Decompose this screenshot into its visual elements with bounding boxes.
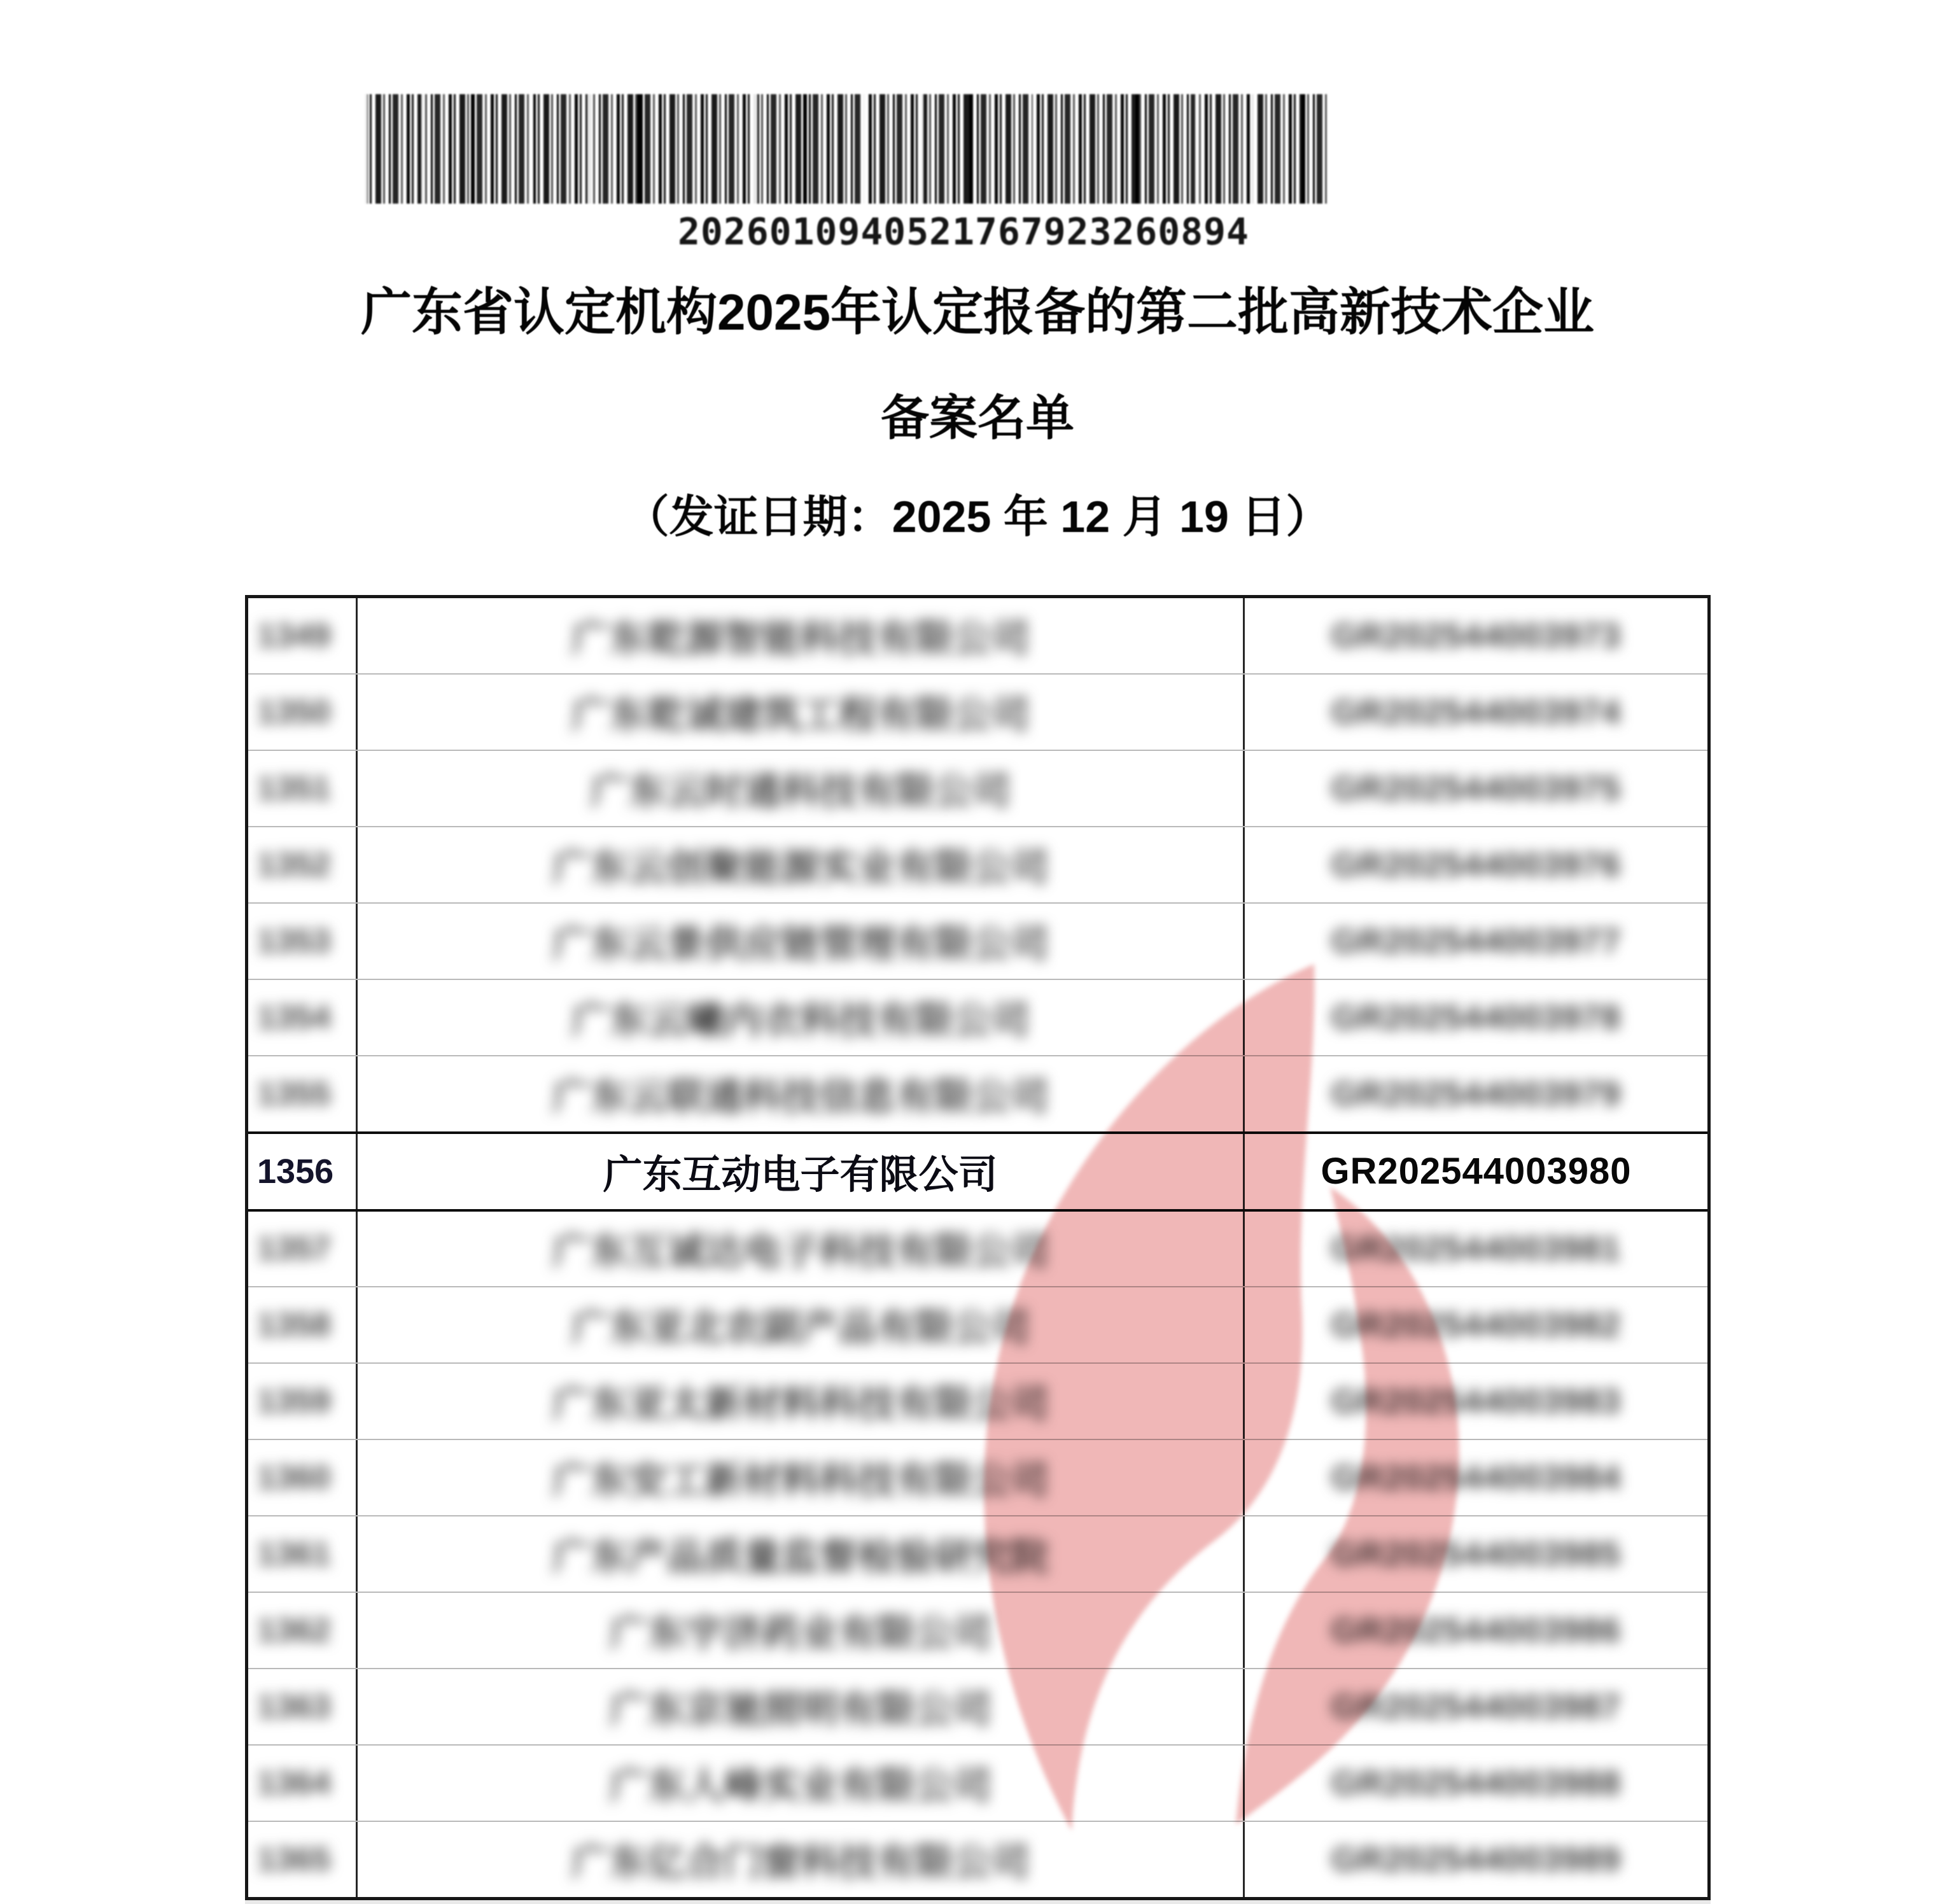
cert-number-cell (1245, 1212, 1707, 1287)
cert-number-cell (1245, 1056, 1707, 1131)
cert-number: GR202544003987 (1331, 1688, 1622, 1726)
cert-number: GR202544003976 (1331, 845, 1622, 884)
row-number-cell (248, 1287, 358, 1362)
company-name: 广东云创聚能源实业有限公司 (552, 846, 1049, 889)
cert-number-cell (1245, 675, 1707, 750)
row-number-cell (248, 1746, 358, 1821)
company-name-cell (358, 980, 1245, 1055)
cert-number: GR202544003982 (1331, 1306, 1622, 1345)
row-number: 1349 (257, 617, 331, 654)
company-name-cell (358, 1056, 1245, 1131)
table-row (248, 675, 1707, 751)
company-name-cell (358, 1440, 1245, 1515)
company-name: 广东云曦内衣科技有限公司 (571, 998, 1030, 1042)
cert-number-cell (1245, 598, 1707, 673)
row-number: 1365 (257, 1840, 331, 1878)
row-number: 1355 (257, 1075, 331, 1112)
cert-number-cell (1245, 980, 1707, 1055)
company-name: 广东亚北农副产品有限公司 (571, 1306, 1030, 1350)
company-name: 广东亚太新材料科技有限公司 (552, 1383, 1049, 1426)
company-name-cell (358, 1516, 1245, 1592)
cert-number-cell (1245, 1593, 1707, 1668)
cert-number-cell (1245, 1287, 1707, 1362)
row-number: 1351 (257, 769, 331, 807)
row-number-cell (248, 980, 358, 1055)
company-name-cell (358, 1364, 1245, 1439)
row-number: 1357 (257, 1230, 331, 1268)
company-name: 广东京驰照明有限公司 (609, 1688, 992, 1732)
cert-number: GR202544003973 (1331, 616, 1622, 655)
row-number: 1361 (257, 1536, 331, 1573)
row-number: 1354 (257, 998, 331, 1036)
company-name-cell (358, 751, 1245, 826)
company-name: 广东云联通科技信息有限公司 (552, 1075, 1049, 1118)
row-number-cell (248, 1056, 358, 1131)
cert-number-cell (1245, 1134, 1707, 1209)
row-number: 1350 (257, 693, 331, 731)
row-number: 1353 (257, 922, 331, 960)
table-row (248, 1516, 1707, 1593)
table-row (248, 1822, 1707, 1897)
cert-number: GR202544003983 (1331, 1382, 1622, 1421)
cert-number: GR202544003977 (1331, 921, 1622, 960)
page-title-line2: 备案名单 (881, 391, 1074, 445)
page-title-line1: 广东省认定机构2025年认定报备的第二批高新技术企业 (361, 284, 1594, 340)
next-row-sliver (245, 1900, 1711, 1904)
cert-number: GR202544003988 (1331, 1764, 1622, 1803)
cert-number: GR202544003978 (1331, 998, 1622, 1037)
table-row (248, 598, 1707, 675)
cert-number-cell (1245, 827, 1707, 902)
company-name: 广东产品质量监督检验研究院 (552, 1536, 1049, 1579)
cert-number: GR202544003986 (1331, 1611, 1622, 1650)
table-row (248, 1593, 1707, 1669)
row-number-cell (248, 1516, 358, 1592)
company-name: 广东乾源智能科技有限公司 (571, 617, 1030, 660)
company-name-cell (358, 598, 1245, 673)
company-name: 广东互动电子有限公司 (603, 1153, 998, 1198)
row-number-cell (248, 1593, 358, 1668)
table-row (248, 1212, 1707, 1288)
table-row (248, 827, 1707, 904)
company-name: 广东云景供应链管理有限公司 (552, 922, 1049, 965)
company-name: 广东安工新材料科技有限公司 (552, 1459, 1049, 1502)
cert-number-cell (1245, 904, 1707, 979)
cert-number: GR202544003989 (1331, 1840, 1622, 1879)
table-row (248, 1746, 1707, 1822)
table-row (248, 1131, 1707, 1212)
row-number-cell (248, 904, 358, 979)
company-name: 广东人峰实业有限公司 (609, 1765, 992, 1808)
enterprise-table (245, 595, 1711, 1900)
row-number: 1363 (257, 1688, 331, 1726)
cert-number-cell (1245, 1669, 1707, 1744)
company-name: 广东云时通科技有限公司 (590, 769, 1011, 813)
company-name: 广东乾诚建筑工程有限公司 (571, 693, 1030, 736)
cert-number-cell (1245, 1822, 1707, 1897)
cert-number-cell (1245, 1516, 1707, 1592)
cert-number-cell (1245, 1746, 1707, 1821)
row-number-cell (248, 751, 358, 826)
row-number: 1360 (257, 1459, 331, 1497)
row-number-cell (248, 1440, 358, 1515)
cert-number: GR202544003980 (1321, 1151, 1632, 1193)
issue-date: （发证日期：2025 年 12 月 19 日） (624, 492, 1331, 542)
row-number: 1356 (257, 1152, 334, 1191)
cert-number: GR202544003981 (1331, 1229, 1622, 1268)
row-number-cell (248, 1212, 358, 1287)
row-number-cell (248, 598, 358, 673)
row-number-cell (248, 1822, 358, 1897)
row-number: 1362 (257, 1612, 331, 1649)
row-number: 1358 (257, 1306, 331, 1344)
company-name-cell (358, 1669, 1245, 1744)
company-name: 广东宇济药业有限公司 (609, 1612, 992, 1655)
company-name-cell (358, 1593, 1245, 1668)
row-number: 1364 (257, 1765, 331, 1802)
cert-number-cell (1245, 751, 1707, 826)
cert-number: GR202544003985 (1331, 1535, 1622, 1574)
row-number-cell (248, 827, 358, 902)
cert-number: GR202544003974 (1331, 692, 1622, 731)
company-name-cell (358, 1746, 1245, 1821)
barcode-image (365, 94, 1327, 204)
company-name-cell (358, 1822, 1245, 1897)
company-name-cell (358, 675, 1245, 750)
company-name-cell (358, 1134, 1245, 1209)
table-row (248, 1669, 1707, 1746)
cert-number-cell (1245, 1440, 1707, 1515)
cert-number: GR202544003975 (1331, 769, 1622, 808)
cert-number: GR202544003984 (1331, 1459, 1622, 1497)
company-name-cell (358, 1287, 1245, 1362)
company-name-cell (358, 1212, 1245, 1287)
table-row (248, 1056, 1707, 1133)
row-number-cell (248, 675, 358, 750)
cert-number: GR202544003979 (1331, 1074, 1622, 1113)
company-name: 广东互诚达电子科技有限公司 (552, 1230, 1049, 1273)
barcode-number: 2026010940521767923260894 (678, 210, 1249, 253)
row-number-cell (248, 1134, 358, 1209)
row-number-cell (248, 1364, 358, 1439)
table-row (248, 751, 1707, 827)
company-name: 广东亿合门窗科技有限公司 (571, 1840, 1030, 1884)
company-name-cell (358, 904, 1245, 979)
table-row (248, 1287, 1707, 1364)
row-number: 1352 (257, 846, 331, 883)
row-number-cell (248, 1669, 358, 1744)
table-row (248, 904, 1707, 980)
table-row (248, 1364, 1707, 1440)
table-row (248, 1440, 1707, 1516)
table-row (248, 980, 1707, 1056)
row-number: 1359 (257, 1383, 331, 1420)
company-name-cell (358, 827, 1245, 902)
cert-number-cell (1245, 1364, 1707, 1439)
